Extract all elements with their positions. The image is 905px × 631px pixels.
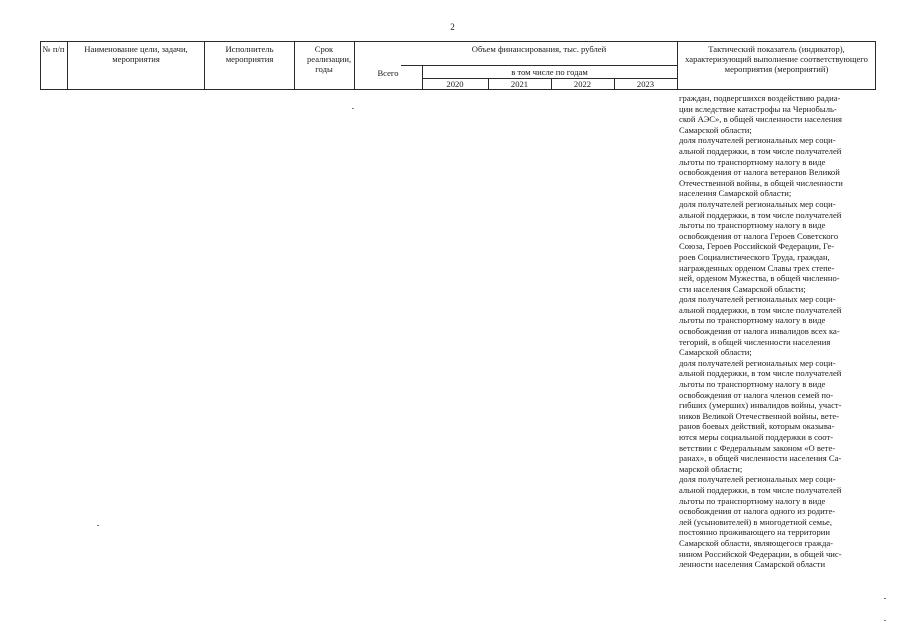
indicator-line: ленности населения Самарской области <box>679 559 826 570</box>
indicator-line: альной поддержки, в том числе получателей <box>679 368 842 379</box>
indicator-line: роев Социалистического Труда, граждан, <box>679 251 830 262</box>
header-indicator: Тактический показатель (индикатор), характеризующий выполнение соответствующего мероприятия (мероприятий) <box>685 44 868 74</box>
indicator-line: льготы по транспортному налогу в виде <box>679 379 826 390</box>
indicator-line: Самарской области, являющегося гражда- <box>679 537 834 548</box>
indicator-line: доля получателей региональных мер соци- <box>679 474 836 485</box>
indicator-line: марской области; <box>679 463 743 474</box>
indicator-line: сти населения Самарской области; <box>679 283 806 294</box>
table-right-border <box>875 41 876 90</box>
header-term: Срок реализации, годы <box>307 44 352 74</box>
col-divider-2021 <box>551 78 552 90</box>
header-bottom-border <box>40 89 876 90</box>
indicator-line: ранах», в общей численности населения Са- <box>679 453 842 464</box>
page-number: 2 <box>450 22 455 32</box>
scan-speck <box>97 525 99 526</box>
scan-speck <box>884 620 886 621</box>
indicator-line: награжденных орденом Славы трех степе- <box>679 262 835 273</box>
indicator-line: освобождения от налога Героев Советского <box>679 230 839 241</box>
header-year-2022: 2022 <box>573 79 592 89</box>
indicator-line: освобождения от налога ветеранов Великой <box>679 167 840 178</box>
header-year-2023: 2023 <box>636 79 655 89</box>
header-name: Наименование цели, задачи, мероприятия <box>84 44 188 64</box>
indicator-line: доля получателей региональных мер соци- <box>679 135 836 146</box>
header-year-2021: 2021 <box>510 79 529 89</box>
indicator-line: ников Великой Отечественной войны, вете- <box>679 410 840 421</box>
indicator-line: Самарской области; <box>679 124 752 135</box>
indicator-line: доля получателей региональных мер соци- <box>679 357 836 368</box>
funding-header-divider <box>401 65 677 66</box>
indicator-line: ранов боевых действий, которым оказыва- <box>679 421 835 432</box>
header-num: № п/п <box>42 44 65 54</box>
indicator-line: населения Самарской области; <box>679 188 792 199</box>
indicator-line: ской АЭС», в общей численности населения <box>679 114 842 125</box>
col-divider-2022 <box>614 78 615 90</box>
indicator-line: освобождения от налога одного из родите- <box>679 506 836 517</box>
indicator-line: доля получателей региональных мер соци- <box>679 198 836 209</box>
col-divider-total <box>422 65 423 90</box>
indicator-text <box>679 93 873 570</box>
col-divider-num <box>67 41 68 90</box>
indicator-line: льготы по транспортному налогу в виде <box>679 495 826 506</box>
header-executor: Исполнитель мероприятия <box>225 44 274 64</box>
indicator-line: альной поддержки, в том числе получателей <box>679 145 842 156</box>
indicator-line: альной поддержки, в том числе получателей <box>679 209 842 220</box>
col-divider-funding <box>677 41 678 90</box>
col-divider-name <box>204 41 205 90</box>
header-total: Всего <box>377 68 399 78</box>
indicator-line: Отечественной войны, в общей численности <box>679 177 843 188</box>
indicator-line: доля получателей региональных мер соци- <box>679 294 836 305</box>
indicator-line: Самарской области; <box>679 347 752 358</box>
indicator-line: Союза, Героев Российской Федерации, Ге- <box>679 241 835 252</box>
indicator-line: освобождения от налога членов семей по- <box>679 389 834 400</box>
indicator-line: тегорий, в общей численности населения <box>679 336 831 347</box>
table-top-border <box>40 41 876 42</box>
indicator-line: нином Российской Федерации, в общей чис- <box>679 548 842 559</box>
col-divider-term <box>354 41 355 90</box>
indicator-line: освобождения от налога инвалидов всех ка- <box>679 326 840 337</box>
header-funding: Объем финансирования, тыс. рублей <box>471 44 607 54</box>
indicator-line: льготы по транспортному налогу в виде <box>679 156 826 167</box>
indicator-line: гибших (умерших) инвалидов войны, участ- <box>679 400 842 411</box>
scan-speck <box>352 108 354 109</box>
table-left-border <box>40 41 41 90</box>
header-year-2020: 2020 <box>446 79 464 89</box>
col-divider-executor <box>294 41 295 90</box>
indicator-line: льготы по транспортному налогу в виде <box>679 315 826 326</box>
indicator-line: постоянно проживающего на территории <box>679 527 830 538</box>
scan-speck <box>884 598 886 599</box>
header-by-years: в том числе по годам <box>511 67 588 77</box>
indicator-line: ветствии с Федеральным законом «О вете- <box>679 442 836 453</box>
indicator-line: ются меры социальной поддержки в соот- <box>679 432 834 442</box>
indicator-line: ней, орденом Мужества, в общей численно- <box>679 273 840 284</box>
indicator-line: лей (усыновителей) в многодетной семье, <box>679 516 832 527</box>
indicator-line: альной поддержки, в том числе получателей <box>679 304 842 315</box>
indicator-line: альной поддержки, в том числе получателей <box>679 484 842 495</box>
indicator-line: ции вследствие катастрофы на Чернобыль- <box>679 103 837 114</box>
indicator-line: граждан, подвергшихся воздействию радиа- <box>679 93 841 103</box>
program-table <box>40 41 876 91</box>
col-divider-2020 <box>488 78 489 90</box>
indicator-line: льготы по транспортному налогу в виде <box>679 220 826 231</box>
